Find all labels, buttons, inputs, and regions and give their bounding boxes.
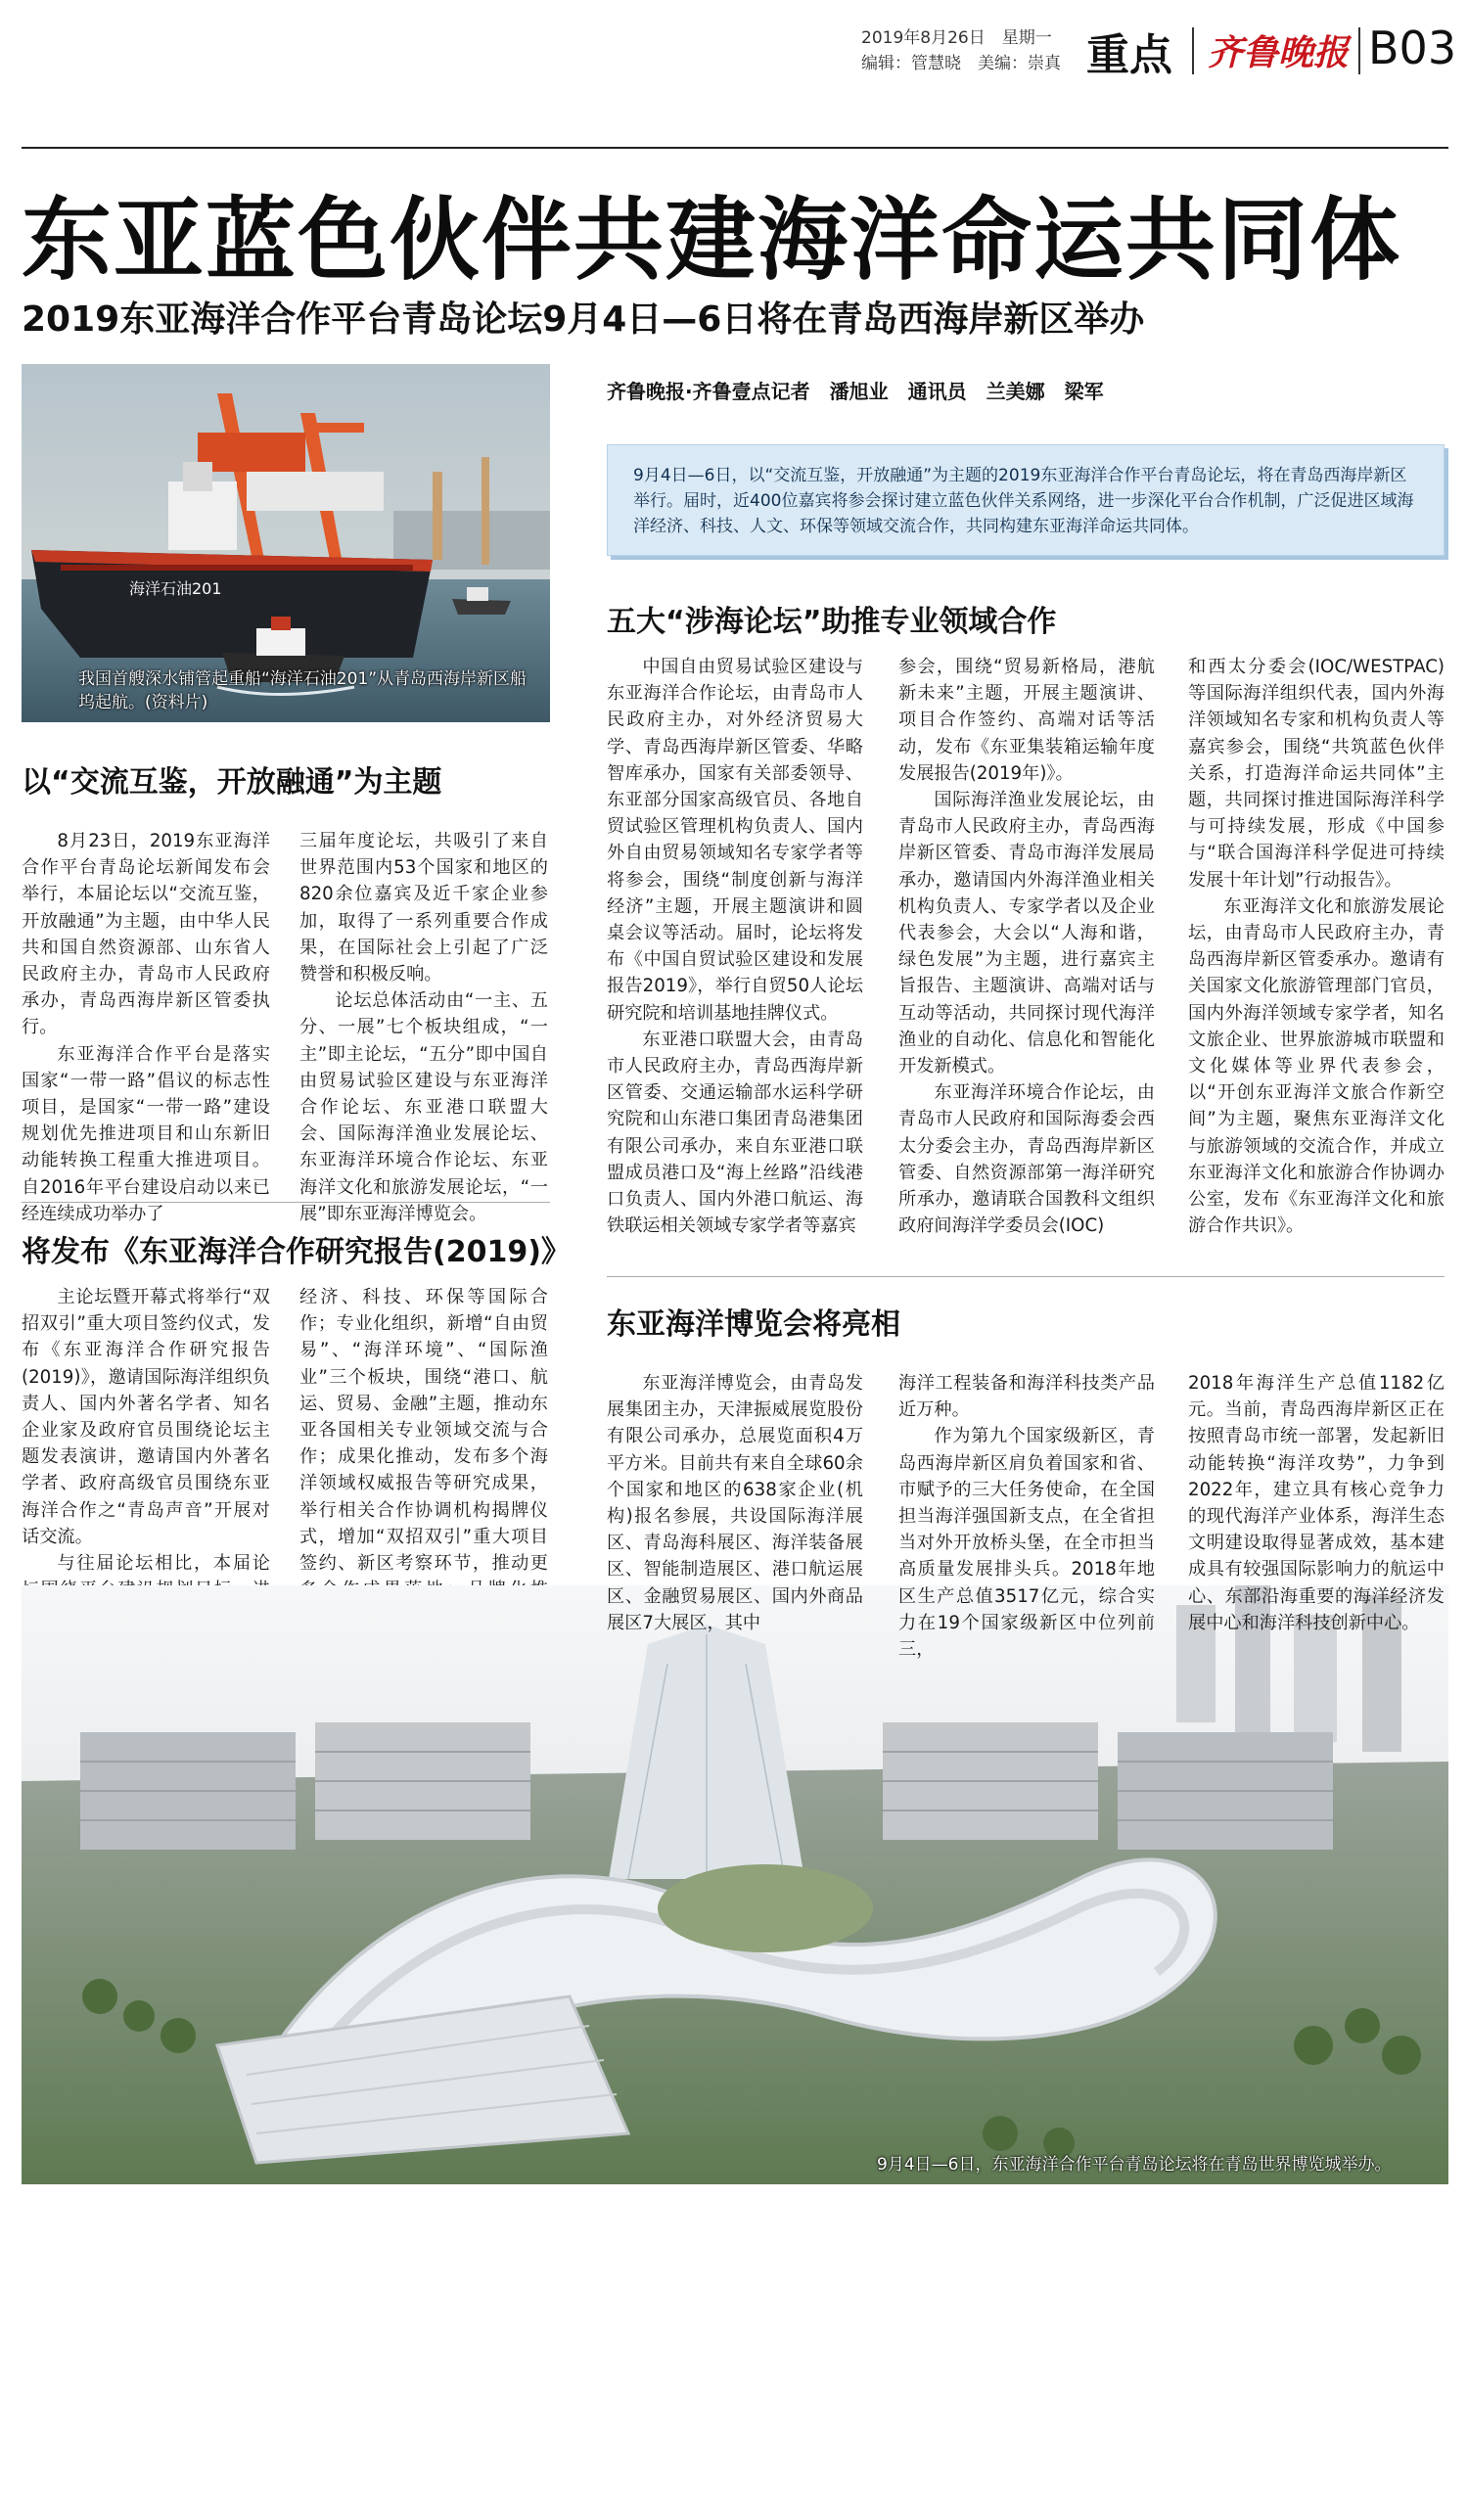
editors-credit: 编辑：管慧晓 美编：崇真 (861, 54, 1061, 73)
ship-photo-caption: 我国首艘深水铺管起重船“海洋石油201”从青岛西海岸新区船坞起航。(资料片) (78, 669, 528, 712)
paragraph: 参会，围绕“贸易新格局，港航新未来”主题，开展主题演讲、项目合作签约、高端对话等活动，发布《东亚集装箱运输年度发展报告(2019年)》。 (898, 657, 1155, 784)
section-name: 重点 (1086, 30, 1172, 80)
paragraph: 主论坛暨开幕式将举行“双招双引”重大项目签约仪式，发布《东亚海洋合作研究报告(2019)》，邀请国际海洋组织负责人、国内外著名学者、知名企业家及政府官员围绕论坛主题发表演讲，邀请国内外著名学者、政府高级官员围绕东亚海洋合作之“青岛声音”开展对话交流。 (22, 1287, 270, 1547)
paragraph: 8月23日，2019东亚海洋合作平台青岛论坛新闻发布会举行，本届论坛以“交流互鉴，开放融通”为主题，由中华人民共和国自然资源部、山东省人民政府主办，青岛市人民政府承办，青岛西海岸新区管委执行。 (22, 831, 270, 1038)
s4-column-2 (898, 1370, 1155, 1663)
section-title-forums: 五大“涉海论坛”助推专业领域合作 (607, 605, 1057, 639)
s4-column-1 (607, 1370, 863, 1636)
byline: 齐鲁晚报·齐鲁壹点记者 潘旭业 通讯员 兰美娜 梁军 (607, 380, 1104, 403)
ship-photo (22, 364, 550, 722)
paragraph: 东亚海洋文化和旅游发展论坛，由青岛市人民政府主办，青岛西海岸新区管委承办。邀请有关国家文化旅游管理部门官员，国内外海洋领域专家学者，知名文旅企业、世界旅游城市联盟和文化媒体等业界代表参会，以“开创东亚海洋文旅合作新空间”为主题，聚焦东亚海洋文化与旅游领域的交流合作，并成立东亚海洋文化和旅游合作协调办公室，发布《东亚海洋文化和旅游合作共识》。 (1188, 895, 1445, 1237)
issue-date: 2019年8月26日 星期一 (861, 28, 1052, 48)
s1-column-1 (22, 828, 270, 1227)
section-title-report: 将发布《东亚海洋合作研究报告(2019)》 (22, 1235, 571, 1269)
expo-center-photo (22, 1585, 1448, 2184)
header-rule (22, 147, 1448, 149)
expo-center-illustration (22, 1585, 1448, 2184)
paragraph: 经济、科技、环保等国际合作；专业化组织，新增“自由贸易”、“海洋环境”、“国际渔业”三个板块，围绕“港口、航运、贸易、金融”主题，推动东亚各国相关专业领域交流与合作；成果化推动，发布多个海洋领域权威报告等研究成果，举行相关合作协调机构揭牌仪式，增加“双招双引”重大项目签约、新区考察环节，推动更 (299, 1287, 548, 1575)
paragraph: 作为第九个国家级新区，青岛西海岸新区肩负着国家和省、市赋予的三大任务使命，在全国担当海洋强国新支点，在全省担当对外开放桥头堡，在全市担当高质量发展排头兵。2018年地区生产总值3517亿元，综合实力在19个国家级新区中位列前三， (898, 1426, 1155, 1661)
header-divider (1192, 27, 1194, 74)
s3-column-1 (607, 654, 863, 1239)
sub-headline: 2019东亚海洋合作平台青岛论坛9月4日—6日将在青岛西海岸新区举办 (22, 299, 1145, 340)
lead-summary: 9月4日—6日，以“交流互鉴，开放融通”为主题的2019东亚海洋合作平台青岛论坛，将在青岛西海岸新区举行。届时，近400位嘉宾将参会探讨建立蓝色伙伴关系网络，进一步深化平台合作机制，广泛促进区域海洋经济、科技、人文、环保等领域交流合作，共同构建东亚海洋命运共同体。 (607, 444, 1445, 556)
newspaper-logo: 齐鲁晚报 (1208, 32, 1350, 73)
paragraph: 东亚海洋环境合作论坛，由青岛市人民政府和国际海委会西太分委会主办，青岛西海岸新区管委、自然资源部第一海洋研究所承办，邀请联合国教科文组织政府间海洋学委员会(IOC) (898, 1082, 1155, 1237)
paragraph: 与往届论坛相比，本届论 (57, 1553, 270, 1575)
ship-name-label: 海洋石油201 (129, 579, 222, 598)
s1-column-2 (299, 828, 548, 1227)
paragraph: 国际海洋渔业发展论坛，由青岛市人民政府主办，青岛西海岸新区管委、青岛市海洋发展局承办，邀请国内外海洋渔业相关机构负责人、专家学者以及企业代表参会，大会以“人海和谐，绿色发展”为主题，进行嘉宾主旨报告、主题演讲、高端对话与互动等活动，共同探讨现代海洋渔业的自动化、信息化和智能化开发新模式。 (898, 790, 1155, 1077)
paragraph: 2018年海洋生产总值1182亿元。当前，青岛西海岸新区正在按照青岛市统一部署，发起新旧动能转换“海洋攻势”，力争到2022年，建立具有核心竞争力的现代海洋产业体系，海洋生态文明建设取得显著成效，基本建成具有较强国际影响力的航运中心、东部沿海重要的海洋经济发展中心和海洋科技创新中心。 (1188, 1373, 1445, 1633)
section-title-theme: 以“交流互鉴，开放融通”为主题 (22, 765, 442, 800)
paragraph: 和西太分委会(IOC/WESTPAC)等国际海洋组织代表，国内外海洋领域知名专家和机构负责人等嘉宾参会，围绕“共筑蓝色伙伴关系，打造海洋命运共同体”主题，共同探讨推进国际海洋科学与可持续发展，形成《中国参与“联合国海洋科学促进可持续发展十年计划”行动报告》。 (1188, 657, 1445, 891)
paragraph: 海洋工程装备和海洋科技类产品近万种。 (898, 1373, 1155, 1421)
paragraph: 三届年度论坛，共吸引了来自世界范围内53个国家和地区的820余位嘉宾及近千家企业参加，取得了一系列重要合作成果，在国际社会上引起了广泛赞誉和积极反响。 (299, 831, 548, 985)
section-divider (22, 1202, 550, 1203)
s4-column-3 (1188, 1370, 1445, 1636)
paragraph: 东亚港口联盟大会，由青岛市人民政府主办，青岛西海岸新区管委、交通运输部水运科学研究院和山东港口集团青岛港集团有限公司承办，来自东亚港口联盟成员港口及“海上丝路”沿线港口负责人、国内外港口航运、海铁联运相关领域专家学者等嘉宾 (607, 1029, 863, 1237)
s3-column-3 (1188, 654, 1445, 1239)
page-number: B03 (1368, 22, 1457, 74)
main-headline: 东亚蓝色伙伴共建海洋命运共同体 (22, 188, 1402, 293)
paragraph: 东亚海洋合作平台是落实国家“一带一路”倡议的标志性项目，是国家“一带一路”建设规划优先推进项目和山东新旧动能转换工程重大推进项目。自2016年平台建设启动以来已经连续成功举办了 (22, 1043, 270, 1224)
paragraph: 论坛总体活动由“一主、五分、一展”七个板块组成，“一主”即主论坛，“五分”即中国自由贸易试验区建设与东亚海洋合作论坛、东亚港口联盟大会、国际海洋渔业发展论坛、东亚海洋环境合作论坛、东亚海洋文化和旅游发展论坛，“一展”即东亚海洋博览会。 (299, 990, 548, 1224)
paragraph: 东亚海洋博览会，由青岛发展集团主办，天津振威展览股份有限公司承办，总展览面积4万平方米。目前共有来自全球60余个国家和地区的638家企业(机构)报名参展，共设国际海洋展区、青岛海科展区、海洋装备展区、智能制造展区、港口航运展区、金融贸易展区、国内外商品展区7大展区，其中 (607, 1373, 863, 1633)
expo-photo-caption: 9月4日—6日，东亚海洋合作平台青岛论坛将在青岛世界博览城举办。 (877, 2155, 1392, 2175)
section-divider (607, 1276, 1445, 1277)
header-divider (1358, 27, 1360, 74)
s3-column-2 (898, 654, 1155, 1239)
section-title-expo: 东亚海洋博览会将亮相 (607, 1307, 900, 1342)
paragraph: 中国自由贸易试验区建设与东亚海洋合作论坛，由青岛市人民政府主办，对外经济贸易大学、青岛西海岸新区管委、华略智库承办，国家有关部委领导、东亚部分国家高级官员、各地自贸试验区管理机构负责人、国内外自由贸易领域知名专家学者等将参会，围绕“制度创新与海洋经济”主题，开展主题演讲和圆桌会议等活动。届时，论坛将发布《中国自贸试验区建设和发展报告2019》，举行自贸50人论坛研究院和培训基地挂牌仪式。 (607, 657, 863, 1024)
